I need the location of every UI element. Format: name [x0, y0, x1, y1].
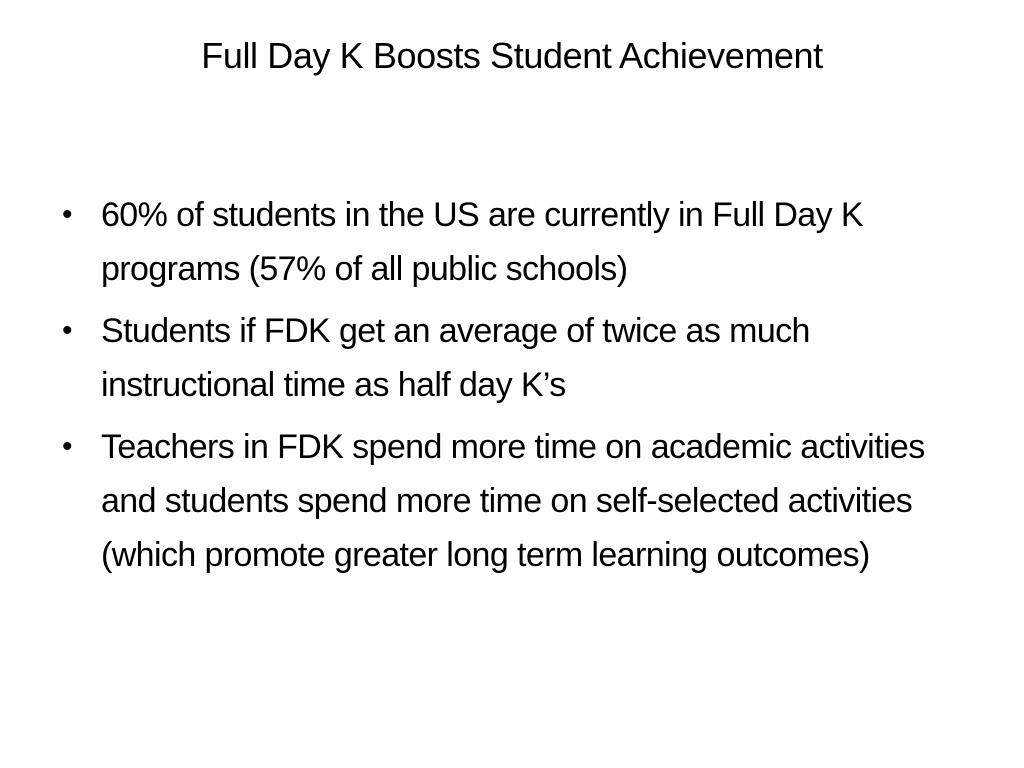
bullet-text-2: Students if FDK get an average of twice as much instructional time as half day K’s — [101, 312, 810, 404]
bullet-text-3: Teachers in FDK spend more time on academic activities and students spend more time on self-selected activities (which promote greater long term learning outcomes) — [101, 428, 925, 574]
slide-title: Full Day K Boosts Student Achievement — [201, 35, 823, 76]
bullet-icon: • — [62, 198, 73, 231]
bullet-item-3 — [56, 420, 986, 582]
bullet-item-1 — [56, 188, 986, 296]
bullet-icon: • — [62, 430, 73, 463]
bullet-icon: • — [62, 314, 73, 347]
bullet-text-1: 60% of students in the US are currently in Full Day K programs (57% of all public schools) — [101, 196, 863, 288]
bullet-item-2 — [56, 304, 986, 412]
bullet-list — [56, 188, 986, 590]
